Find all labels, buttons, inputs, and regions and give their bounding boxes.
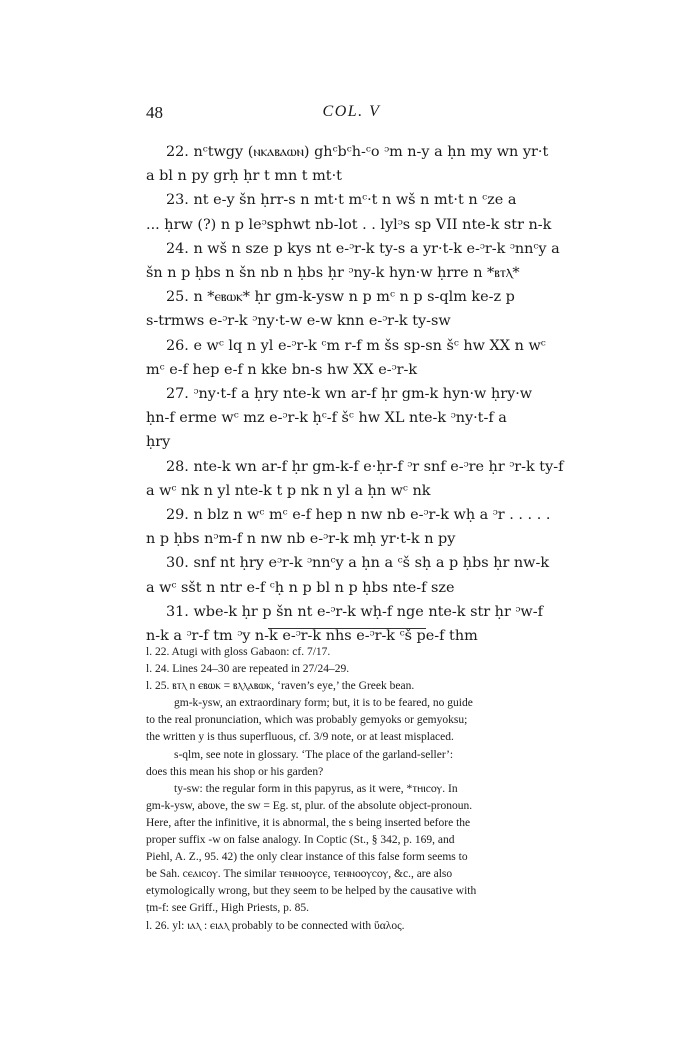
verse-line-group	[146, 188, 588, 236]
footnote-line: etymologically wrong, but they seem to be helped by the causative with	[146, 885, 477, 898]
footnote-divider	[268, 628, 426, 629]
verse-line-group	[146, 237, 588, 285]
verse-line: 30. snf nt ḥry eᵓr-k ᵓnnᶜy a ḥn a ᶜš sḥ a p ḥbs ḥr nw-k	[166, 555, 550, 572]
footnote	[146, 747, 588, 781]
verse-line: ḥn-f erme wᶜ mz e-ᵓr-k ḥᶜ-f šᶜ hw XL nte-k ᵓny·t-f a	[146, 410, 507, 427]
verse-line: n-k a ᵓr-f tm ᵓy n-k e-ᵓr-k nhs e-ᵓr-k ᶜš pe-f thm	[146, 628, 478, 645]
verse-line: mᶜ e-f hep e-f n kke bn-s hw XX e-ᵓr-k	[146, 361, 418, 378]
verse-line: šn n p ḥbs n šn nb n ḥbs ḥr ᵓny-k hyn·w ḥrre n *ⲃⲧⲗ*	[146, 265, 520, 282]
footnote-line: gm-k-ysw, above, the sw = Eg. st, plur. of the absolute object-pronoun.	[146, 799, 473, 812]
footnote-line: ty-sw: the regular form in this papyrus, as it were, *ⲧⲏⲓⲥⲟⲩ. In	[174, 782, 458, 795]
verse-line-group	[146, 285, 588, 333]
verse-line-group	[146, 503, 588, 551]
verse-line: 29. n blz n wᶜ mᶜ e-f hep n nw nb e-ᵓr-k wḥ a ᵓr . . . . .	[166, 507, 551, 524]
footnote-line: Piehl, A. Z., 95. 42) the only clear instance of this false form seems to	[146, 851, 468, 864]
page-header	[146, 103, 557, 129]
verse-line: 25. n *ⲉⲃⲱⲕ* ḥr gm-k-ysw n p mᶜ n p s-qlm ke-z p	[166, 289, 515, 306]
footnote	[146, 695, 588, 746]
verse-line: s-trmws e-ᵓr-k ᵓny·t-w e-w knn e-ᵓr-k ty-sw	[146, 313, 451, 330]
footnote-line: the written y is thus superfluous, cf. 3/9 note, or at least misplaced.	[146, 731, 454, 744]
verse-line: 31. wbe-k ḥr p šn nt e-ᵓr-k wḥ-f nge nte-k str ḥr ᵓw-f	[166, 603, 543, 620]
footnote-line: Here, after the infinitive, it is abnormal, the s being inserted before the	[146, 816, 471, 829]
footnote-line: l. 26. yl: ⲓⲁⲗ : ⲉⲓⲁⲗ probably to be connected with ὕαλος.	[146, 919, 405, 932]
footnote-line: be Sah. ⲥⲉⲁⲓⲥⲟⲩ. The similar ⲧⲉⲛⲛⲟⲟⲩⲥⲉ, ⲧⲉⲛⲛⲟⲟⲩⲥⲟⲩ, &c., are also	[146, 868, 453, 881]
verse-line: ḥry	[146, 434, 171, 451]
footnote-line: ṭm-f: see Griff., High Priests, p. 85.	[146, 902, 310, 915]
footnote-line: l. 24. Lines 24–30 are repeated in 27/24–29.	[146, 663, 350, 676]
footnote-line: does this mean his shop or his garden?	[146, 765, 324, 778]
footnote-line: to the real pronunciation, which was probably gemyoks or gemyoksu;	[146, 714, 468, 727]
verse-line: n p ḥbs nᵓm-f n nw nb e-ᵓr-k mḥ yr·t-k n py	[146, 531, 456, 548]
verse-line: 22. nᶜtwgy (ⲛⲕⲁⲃⲁⲱⲛ) ghᶜbᶜh-ᶜo ᵓm n-y a ḥn my wn yr·t	[166, 144, 549, 160]
footnote-line: proper suffix -w on false analogy. In Coptic (St., § 342, p. 169, and	[146, 834, 455, 847]
verse-line: a bl n py grḥ ḥr t mn t mt·t	[146, 168, 342, 185]
verse-line: a wᶜ nk n yl nte-k t p nk n yl a ḥn wᶜ nk	[146, 482, 431, 499]
verse-line: a wᶜ sšt n ntr e-f ᶜḥ n p bl n p ḥbs nte-f sze	[146, 579, 455, 596]
verse-line-group	[146, 551, 588, 599]
verse-line: 26. e wᶜ lq n yl e-ᵓr-k ᶜm r-f m šs sp-sn šᶜ hw XX n wᶜ	[166, 337, 546, 354]
verse-line-group	[146, 140, 588, 188]
verse-line: 24. n wš n sze p kys nt e-ᵓr-k ty-s a yr·t-k e-ᵓr-k ᵓnnᶜy a	[166, 240, 560, 257]
verse-line: 27. ᵓny·t-f a ḥry nte-k wn ar-f ḥr gm-k hyn·w ḥry·w	[166, 386, 533, 403]
footnote-line: l. 22. Atugi with gloss Gabaon: cf. 7/17.	[146, 646, 331, 658]
footnotes	[146, 644, 588, 935]
verse-line: ... ḥrw (?) n p leᵓsphwt nb-lot . . lylᵓs sp VII nte-k str n-k	[146, 216, 552, 233]
verse-line-group	[146, 455, 588, 503]
verse-line: 28. nte-k wn ar-f ḥr gm-k-f e·ḥr-f ᵓr snf e-ᵓre ḥr ᵓr-k ty-f	[166, 458, 564, 475]
running-head: COL. V	[322, 103, 381, 120]
footnote	[146, 644, 588, 661]
footnote-line: gm-k-ysw, an extraordinary form; but, it is to be feared, no guide	[174, 697, 473, 710]
verse-line: 23. nt e-y šn ḥrr-s n mt·t mᶜ·t n wš n mt·t n ᶜze a	[166, 192, 517, 209]
footnote	[146, 678, 588, 695]
footnote-line: l. 25. ⲃⲧⲗ n ⲉⲃⲱⲕ = ⲃⲗⲗⲁⲃⲱⲕ, ‘raven’s eye,’ the Greek bean.	[146, 680, 415, 693]
footnote	[146, 781, 588, 918]
transliteration-text	[146, 140, 588, 648]
page-number: 48	[146, 103, 163, 122]
verse-line-group	[146, 600, 588, 648]
footnote	[146, 918, 588, 935]
footnote	[146, 661, 588, 678]
footnote-line: s-qlm, see note in glossary. ‘The place of the garland-seller’:	[174, 748, 454, 761]
verse-line-group	[146, 382, 588, 455]
verse-line-group	[146, 334, 588, 382]
